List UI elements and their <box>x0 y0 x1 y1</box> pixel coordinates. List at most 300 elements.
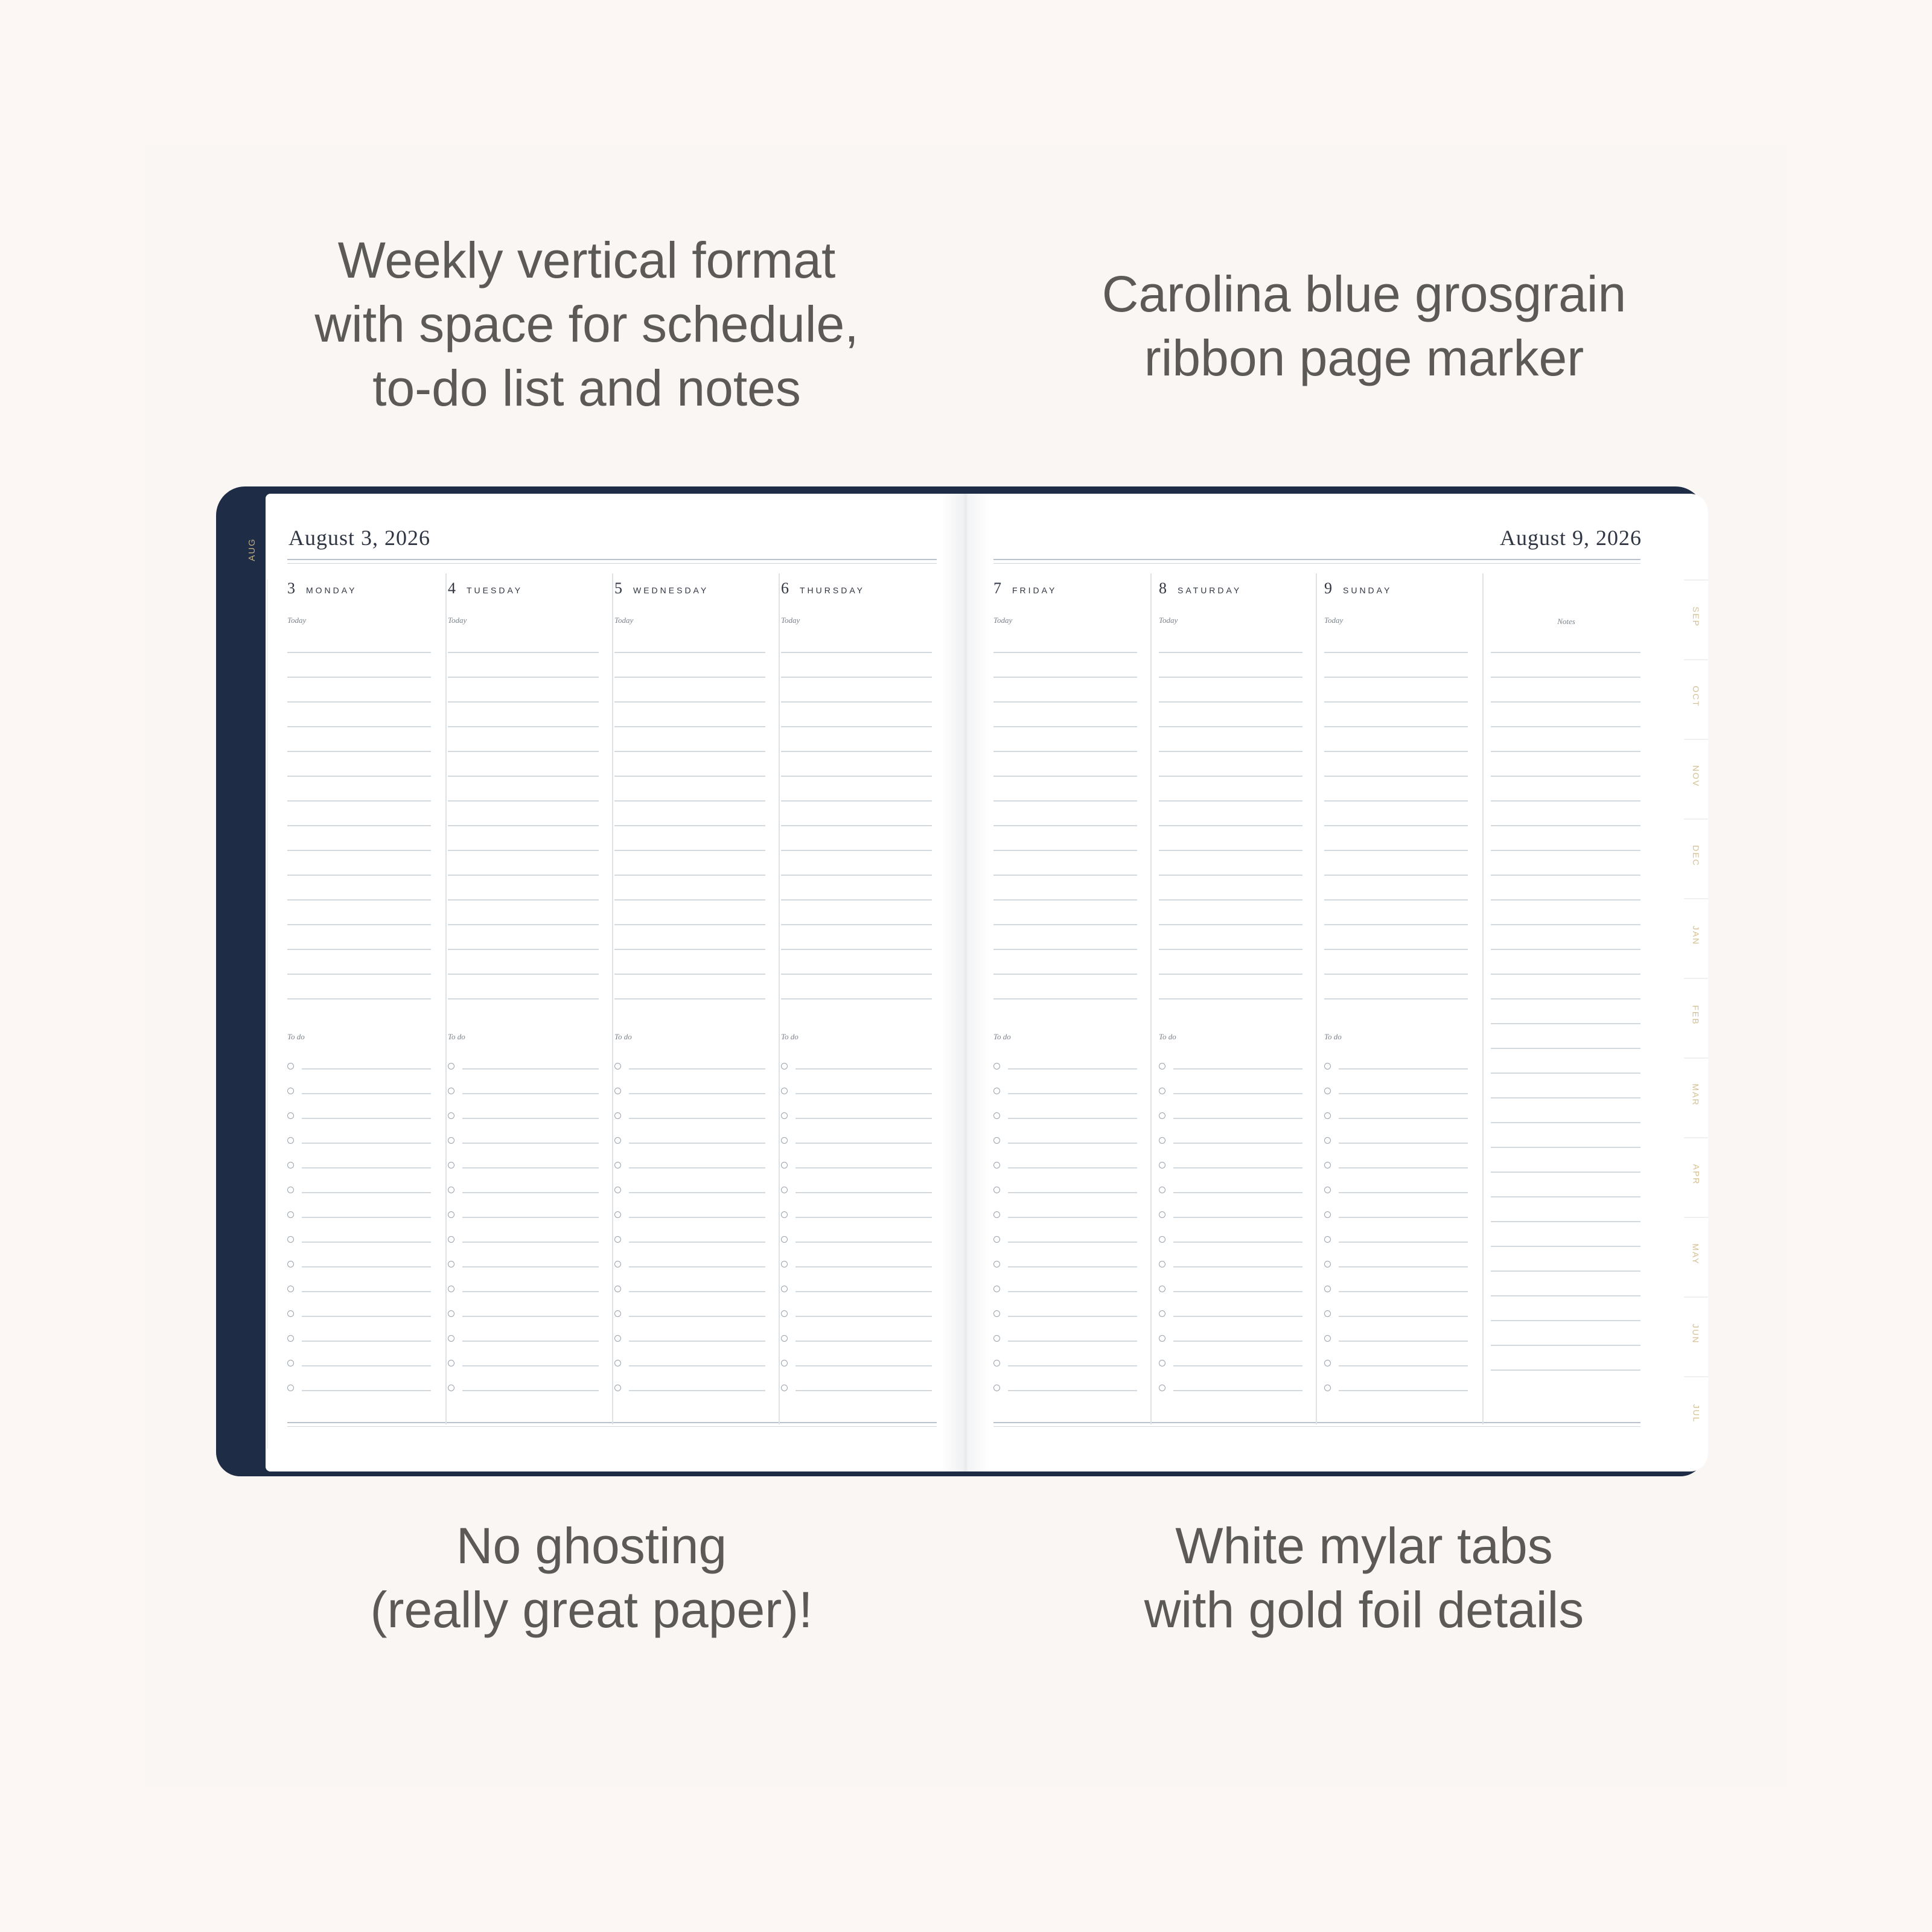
todo-line[interactable] <box>462 1341 599 1342</box>
todo-checkbox[interactable] <box>287 1261 294 1267</box>
notes-line[interactable] <box>1491 1246 1640 1247</box>
schedule-line[interactable] <box>287 776 431 777</box>
month-tab-feb[interactable] <box>1684 978 1708 1051</box>
schedule-line[interactable] <box>287 949 431 950</box>
schedule-line[interactable] <box>448 899 599 901</box>
todo-checkbox[interactable] <box>1159 1112 1165 1119</box>
todo-line[interactable] <box>1173 1217 1302 1218</box>
schedule-line[interactable] <box>781 974 932 975</box>
month-tab-jul[interactable] <box>1684 1376 1708 1450</box>
todo-checkbox[interactable] <box>1159 1137 1165 1144</box>
todo-checkbox[interactable] <box>993 1112 1000 1119</box>
todo-checkbox[interactable] <box>993 1211 1000 1218</box>
todo-line[interactable] <box>1008 1341 1137 1342</box>
schedule-line[interactable] <box>1324 974 1468 975</box>
todo-checkbox[interactable] <box>781 1261 788 1267</box>
notes-line[interactable] <box>1491 1369 1640 1371</box>
todo-line[interactable] <box>462 1242 599 1243</box>
notes-line[interactable] <box>1491 776 1640 777</box>
schedule-line[interactable] <box>781 751 932 752</box>
schedule-line[interactable] <box>781 726 932 727</box>
notes-line[interactable] <box>1491 875 1640 876</box>
todo-checkbox[interactable] <box>1324 1063 1331 1070</box>
todo-checkbox[interactable] <box>287 1360 294 1366</box>
schedule-line[interactable] <box>448 701 599 703</box>
schedule-line[interactable] <box>287 875 431 876</box>
todo-line[interactable] <box>795 1118 932 1119</box>
schedule-line[interactable] <box>287 800 431 802</box>
todo-line[interactable] <box>1173 1118 1302 1119</box>
schedule-line[interactable] <box>1159 800 1302 802</box>
todo-line[interactable] <box>462 1316 599 1317</box>
todo-line[interactable] <box>1173 1242 1302 1243</box>
todo-checkbox[interactable] <box>781 1310 788 1317</box>
todo-line[interactable] <box>302 1192 431 1193</box>
todo-line[interactable] <box>302 1316 431 1317</box>
schedule-line[interactable] <box>448 850 599 851</box>
schedule-line[interactable] <box>448 825 599 826</box>
schedule-line[interactable] <box>448 974 599 975</box>
todo-line[interactable] <box>302 1167 431 1168</box>
schedule-line[interactable] <box>1159 949 1302 950</box>
schedule-line[interactable] <box>614 899 765 901</box>
schedule-line[interactable] <box>287 998 431 999</box>
schedule-line[interactable] <box>287 899 431 901</box>
todo-line[interactable] <box>1008 1068 1137 1070</box>
todo-checkbox[interactable] <box>287 1137 294 1144</box>
schedule-line[interactable] <box>448 949 599 950</box>
todo-line[interactable] <box>629 1341 765 1342</box>
todo-line[interactable] <box>1339 1266 1468 1267</box>
schedule-line[interactable] <box>993 899 1137 901</box>
notes-line[interactable] <box>1491 701 1640 703</box>
schedule-line[interactable] <box>448 800 599 802</box>
todo-line[interactable] <box>1008 1316 1137 1317</box>
schedule-line[interactable] <box>614 726 765 727</box>
todo-checkbox[interactable] <box>614 1385 621 1391</box>
notes-line[interactable] <box>1491 677 1640 678</box>
todo-line[interactable] <box>629 1390 765 1391</box>
todo-line[interactable] <box>1339 1242 1468 1243</box>
todo-line[interactable] <box>795 1390 932 1391</box>
schedule-line[interactable] <box>993 726 1137 727</box>
todo-checkbox[interactable] <box>781 1286 788 1292</box>
todo-line[interactable] <box>795 1242 932 1243</box>
schedule-line[interactable] <box>1324 776 1468 777</box>
todo-line[interactable] <box>795 1266 932 1267</box>
schedule-line[interactable] <box>287 701 431 703</box>
todo-checkbox[interactable] <box>993 1335 1000 1342</box>
notes-line[interactable] <box>1491 998 1640 999</box>
todo-checkbox[interactable] <box>1159 1335 1165 1342</box>
schedule-line[interactable] <box>448 924 599 925</box>
todo-line[interactable] <box>302 1341 431 1342</box>
todo-line[interactable] <box>1008 1192 1137 1193</box>
todo-checkbox[interactable] <box>614 1261 621 1267</box>
todo-checkbox[interactable] <box>993 1088 1000 1094</box>
todo-line[interactable] <box>1008 1167 1137 1168</box>
notes-line[interactable] <box>1491 1221 1640 1222</box>
todo-checkbox[interactable] <box>1159 1360 1165 1366</box>
month-tab-sep[interactable] <box>1684 579 1708 653</box>
todo-line[interactable] <box>629 1093 765 1094</box>
schedule-line[interactable] <box>1159 875 1302 876</box>
todo-line[interactable] <box>1008 1118 1137 1119</box>
schedule-line[interactable] <box>993 875 1137 876</box>
todo-line[interactable] <box>1173 1316 1302 1317</box>
todo-line[interactable] <box>795 1143 932 1144</box>
schedule-line[interactable] <box>993 751 1137 752</box>
notes-line[interactable] <box>1491 1122 1640 1123</box>
todo-checkbox[interactable] <box>448 1063 454 1070</box>
todo-checkbox[interactable] <box>448 1236 454 1243</box>
notes-line[interactable] <box>1491 1023 1640 1024</box>
schedule-line[interactable] <box>781 850 932 851</box>
todo-line[interactable] <box>1173 1390 1302 1391</box>
schedule-line[interactable] <box>448 776 599 777</box>
todo-line[interactable] <box>1008 1291 1137 1292</box>
notes-line[interactable] <box>1491 1295 1640 1296</box>
schedule-line[interactable] <box>614 850 765 851</box>
todo-line[interactable] <box>795 1217 932 1218</box>
schedule-line[interactable] <box>781 998 932 999</box>
todo-line[interactable] <box>462 1118 599 1119</box>
schedule-line[interactable] <box>1324 899 1468 901</box>
schedule-line[interactable] <box>1159 924 1302 925</box>
todo-line[interactable] <box>1339 1068 1468 1070</box>
schedule-line[interactable] <box>614 825 765 826</box>
schedule-line[interactable] <box>287 850 431 851</box>
schedule-line[interactable] <box>614 924 765 925</box>
schedule-line[interactable] <box>781 652 932 653</box>
todo-line[interactable] <box>462 1266 599 1267</box>
todo-checkbox[interactable] <box>1324 1211 1331 1218</box>
schedule-line[interactable] <box>448 875 599 876</box>
todo-checkbox[interactable] <box>614 1187 621 1193</box>
todo-checkbox[interactable] <box>448 1310 454 1317</box>
todo-line[interactable] <box>1173 1068 1302 1070</box>
schedule-line[interactable] <box>448 677 599 678</box>
schedule-line[interactable] <box>781 701 932 703</box>
todo-line[interactable] <box>795 1093 932 1094</box>
schedule-line[interactable] <box>287 677 431 678</box>
todo-line[interactable] <box>302 1217 431 1218</box>
notes-line[interactable] <box>1491 924 1640 925</box>
schedule-line[interactable] <box>448 751 599 752</box>
todo-checkbox[interactable] <box>1324 1261 1331 1267</box>
todo-line[interactable] <box>1339 1217 1468 1218</box>
todo-checkbox[interactable] <box>781 1385 788 1391</box>
todo-checkbox[interactable] <box>448 1137 454 1144</box>
todo-line[interactable] <box>462 1365 599 1366</box>
todo-checkbox[interactable] <box>1159 1310 1165 1317</box>
schedule-line[interactable] <box>781 899 932 901</box>
todo-line[interactable] <box>1173 1291 1302 1292</box>
todo-checkbox[interactable] <box>614 1286 621 1292</box>
schedule-line[interactable] <box>1324 701 1468 703</box>
todo-line[interactable] <box>629 1143 765 1144</box>
notes-line[interactable] <box>1491 1147 1640 1148</box>
todo-checkbox[interactable] <box>1159 1211 1165 1218</box>
todo-line[interactable] <box>795 1068 932 1070</box>
schedule-line[interactable] <box>1159 998 1302 999</box>
schedule-line[interactable] <box>1324 875 1468 876</box>
notes-line[interactable] <box>1491 726 1640 727</box>
todo-checkbox[interactable] <box>1159 1162 1165 1168</box>
schedule-line[interactable] <box>781 825 932 826</box>
schedule-line[interactable] <box>781 875 932 876</box>
todo-checkbox[interactable] <box>781 1063 788 1070</box>
todo-line[interactable] <box>462 1291 599 1292</box>
todo-checkbox[interactable] <box>993 1385 1000 1391</box>
todo-checkbox[interactable] <box>1324 1112 1331 1119</box>
month-tab-jan[interactable] <box>1684 898 1708 972</box>
todo-line[interactable] <box>1173 1341 1302 1342</box>
schedule-line[interactable] <box>1324 652 1468 653</box>
notes-line[interactable] <box>1491 751 1640 752</box>
todo-line[interactable] <box>629 1242 765 1243</box>
todo-checkbox[interactable] <box>993 1137 1000 1144</box>
todo-line[interactable] <box>1339 1390 1468 1391</box>
schedule-line[interactable] <box>614 800 765 802</box>
todo-line[interactable] <box>1339 1291 1468 1292</box>
notes-line[interactable] <box>1491 1097 1640 1098</box>
todo-checkbox[interactable] <box>614 1335 621 1342</box>
todo-checkbox[interactable] <box>287 1088 294 1094</box>
todo-line[interactable] <box>795 1192 932 1193</box>
todo-line[interactable] <box>1339 1341 1468 1342</box>
todo-line[interactable] <box>795 1291 932 1292</box>
todo-checkbox[interactable] <box>1159 1236 1165 1243</box>
todo-checkbox[interactable] <box>1324 1088 1331 1094</box>
schedule-line[interactable] <box>781 677 932 678</box>
todo-checkbox[interactable] <box>993 1236 1000 1243</box>
notes-line[interactable] <box>1491 652 1640 653</box>
schedule-line[interactable] <box>1159 776 1302 777</box>
todo-line[interactable] <box>629 1192 765 1193</box>
todo-line[interactable] <box>1339 1143 1468 1144</box>
todo-checkbox[interactable] <box>1324 1286 1331 1292</box>
todo-checkbox[interactable] <box>448 1211 454 1218</box>
todo-line[interactable] <box>795 1341 932 1342</box>
todo-checkbox[interactable] <box>1159 1286 1165 1292</box>
todo-line[interactable] <box>462 1167 599 1168</box>
todo-checkbox[interactable] <box>1324 1137 1331 1144</box>
todo-line[interactable] <box>302 1365 431 1366</box>
todo-line[interactable] <box>302 1118 431 1119</box>
schedule-line[interactable] <box>781 949 932 950</box>
todo-line[interactable] <box>795 1316 932 1317</box>
schedule-line[interactable] <box>448 998 599 999</box>
notes-line[interactable] <box>1491 850 1640 851</box>
schedule-line[interactable] <box>287 974 431 975</box>
todo-checkbox[interactable] <box>1159 1063 1165 1070</box>
notes-line[interactable] <box>1491 800 1640 802</box>
schedule-line[interactable] <box>287 652 431 653</box>
todo-line[interactable] <box>629 1266 765 1267</box>
todo-line[interactable] <box>1173 1167 1302 1168</box>
todo-checkbox[interactable] <box>781 1211 788 1218</box>
schedule-line[interactable] <box>993 701 1137 703</box>
schedule-line[interactable] <box>448 652 599 653</box>
todo-line[interactable] <box>629 1068 765 1070</box>
todo-checkbox[interactable] <box>448 1360 454 1366</box>
schedule-line[interactable] <box>1159 899 1302 901</box>
notes-line[interactable] <box>1491 974 1640 975</box>
todo-line[interactable] <box>1173 1192 1302 1193</box>
todo-line[interactable] <box>629 1291 765 1292</box>
todo-line[interactable] <box>1008 1266 1137 1267</box>
schedule-line[interactable] <box>614 701 765 703</box>
todo-line[interactable] <box>1173 1093 1302 1094</box>
schedule-line[interactable] <box>993 924 1137 925</box>
todo-line[interactable] <box>302 1291 431 1292</box>
month-tab-oct[interactable] <box>1684 659 1708 733</box>
schedule-line[interactable] <box>1159 751 1302 752</box>
todo-line[interactable] <box>1339 1316 1468 1317</box>
todo-checkbox[interactable] <box>614 1137 621 1144</box>
todo-checkbox[interactable] <box>287 1211 294 1218</box>
todo-checkbox[interactable] <box>993 1310 1000 1317</box>
schedule-line[interactable] <box>1324 800 1468 802</box>
todo-line[interactable] <box>795 1167 932 1168</box>
todo-checkbox[interactable] <box>614 1162 621 1168</box>
schedule-line[interactable] <box>448 726 599 727</box>
todo-line[interactable] <box>302 1068 431 1070</box>
schedule-line[interactable] <box>993 652 1137 653</box>
schedule-line[interactable] <box>993 850 1137 851</box>
todo-checkbox[interactable] <box>287 1385 294 1391</box>
todo-checkbox[interactable] <box>448 1088 454 1094</box>
todo-checkbox[interactable] <box>1159 1088 1165 1094</box>
todo-line[interactable] <box>302 1242 431 1243</box>
todo-checkbox[interactable] <box>614 1063 621 1070</box>
month-tab-nov[interactable] <box>1684 739 1708 812</box>
schedule-line[interactable] <box>614 998 765 999</box>
todo-line[interactable] <box>302 1143 431 1144</box>
schedule-line[interactable] <box>781 800 932 802</box>
todo-checkbox[interactable] <box>781 1137 788 1144</box>
schedule-line[interactable] <box>614 974 765 975</box>
schedule-line[interactable] <box>781 776 932 777</box>
month-tab-aug[interactable]: AUG <box>246 537 257 561</box>
todo-checkbox[interactable] <box>993 1261 1000 1267</box>
todo-checkbox[interactable] <box>287 1162 294 1168</box>
notes-line[interactable] <box>1491 1270 1640 1272</box>
schedule-line[interactable] <box>1324 949 1468 950</box>
todo-line[interactable] <box>1008 1365 1137 1366</box>
todo-checkbox[interactable] <box>993 1162 1000 1168</box>
schedule-line[interactable] <box>1159 677 1302 678</box>
todo-checkbox[interactable] <box>614 1088 621 1094</box>
todo-checkbox[interactable] <box>993 1063 1000 1070</box>
month-tab-may[interactable] <box>1684 1217 1708 1290</box>
todo-line[interactable] <box>1339 1167 1468 1168</box>
todo-checkbox[interactable] <box>614 1360 621 1366</box>
todo-line[interactable] <box>795 1365 932 1366</box>
notes-line[interactable] <box>1491 1345 1640 1346</box>
schedule-line[interactable] <box>287 751 431 752</box>
schedule-line[interactable] <box>993 677 1137 678</box>
todo-line[interactable] <box>629 1217 765 1218</box>
notes-line[interactable] <box>1491 1048 1640 1049</box>
todo-line[interactable] <box>1339 1365 1468 1366</box>
todo-checkbox[interactable] <box>287 1286 294 1292</box>
todo-checkbox[interactable] <box>287 1063 294 1070</box>
todo-checkbox[interactable] <box>287 1236 294 1243</box>
todo-checkbox[interactable] <box>781 1187 788 1193</box>
schedule-line[interactable] <box>781 924 932 925</box>
schedule-line[interactable] <box>1159 825 1302 826</box>
todo-checkbox[interactable] <box>287 1310 294 1317</box>
todo-checkbox[interactable] <box>781 1335 788 1342</box>
schedule-line[interactable] <box>614 949 765 950</box>
todo-checkbox[interactable] <box>448 1335 454 1342</box>
todo-line[interactable] <box>302 1390 431 1391</box>
todo-checkbox[interactable] <box>614 1211 621 1218</box>
notes-line[interactable] <box>1491 1073 1640 1074</box>
schedule-line[interactable] <box>287 924 431 925</box>
todo-checkbox[interactable] <box>1324 1360 1331 1366</box>
todo-checkbox[interactable] <box>781 1360 788 1366</box>
month-tab-mar[interactable] <box>1684 1057 1708 1131</box>
todo-line[interactable] <box>462 1390 599 1391</box>
schedule-line[interactable] <box>1324 677 1468 678</box>
schedule-line[interactable] <box>993 998 1137 999</box>
todo-line[interactable] <box>302 1093 431 1094</box>
notes-line[interactable] <box>1491 1172 1640 1173</box>
schedule-line[interactable] <box>1159 701 1302 703</box>
schedule-line[interactable] <box>993 776 1137 777</box>
month-tab-jun[interactable] <box>1684 1296 1708 1370</box>
todo-line[interactable] <box>1339 1118 1468 1119</box>
schedule-line[interactable] <box>614 652 765 653</box>
notes-line[interactable] <box>1491 899 1640 901</box>
notes-line[interactable] <box>1491 1320 1640 1321</box>
month-tab-dec[interactable] <box>1684 818 1708 892</box>
schedule-line[interactable] <box>993 974 1137 975</box>
todo-line[interactable] <box>1008 1217 1137 1218</box>
todo-line[interactable] <box>1339 1192 1468 1193</box>
todo-line[interactable] <box>462 1217 599 1218</box>
todo-line[interactable] <box>302 1266 431 1267</box>
todo-checkbox[interactable] <box>993 1187 1000 1193</box>
todo-line[interactable] <box>1339 1093 1468 1094</box>
schedule-line[interactable] <box>287 825 431 826</box>
todo-checkbox[interactable] <box>287 1112 294 1119</box>
todo-line[interactable] <box>1173 1143 1302 1144</box>
todo-checkbox[interactable] <box>448 1162 454 1168</box>
todo-line[interactable] <box>1008 1390 1137 1391</box>
schedule-line[interactable] <box>1324 924 1468 925</box>
schedule-line[interactable] <box>1159 726 1302 727</box>
schedule-line[interactable] <box>1159 974 1302 975</box>
todo-checkbox[interactable] <box>448 1385 454 1391</box>
todo-checkbox[interactable] <box>614 1310 621 1317</box>
todo-checkbox[interactable] <box>448 1187 454 1193</box>
todo-line[interactable] <box>629 1167 765 1168</box>
schedule-line[interactable] <box>614 875 765 876</box>
todo-checkbox[interactable] <box>448 1112 454 1119</box>
schedule-line[interactable] <box>1324 751 1468 752</box>
notes-line[interactable] <box>1491 949 1640 950</box>
schedule-line[interactable] <box>993 800 1137 802</box>
todo-line[interactable] <box>1008 1242 1137 1243</box>
schedule-line[interactable] <box>287 726 431 727</box>
todo-checkbox[interactable] <box>1159 1261 1165 1267</box>
schedule-line[interactable] <box>614 751 765 752</box>
todo-line[interactable] <box>1173 1266 1302 1267</box>
